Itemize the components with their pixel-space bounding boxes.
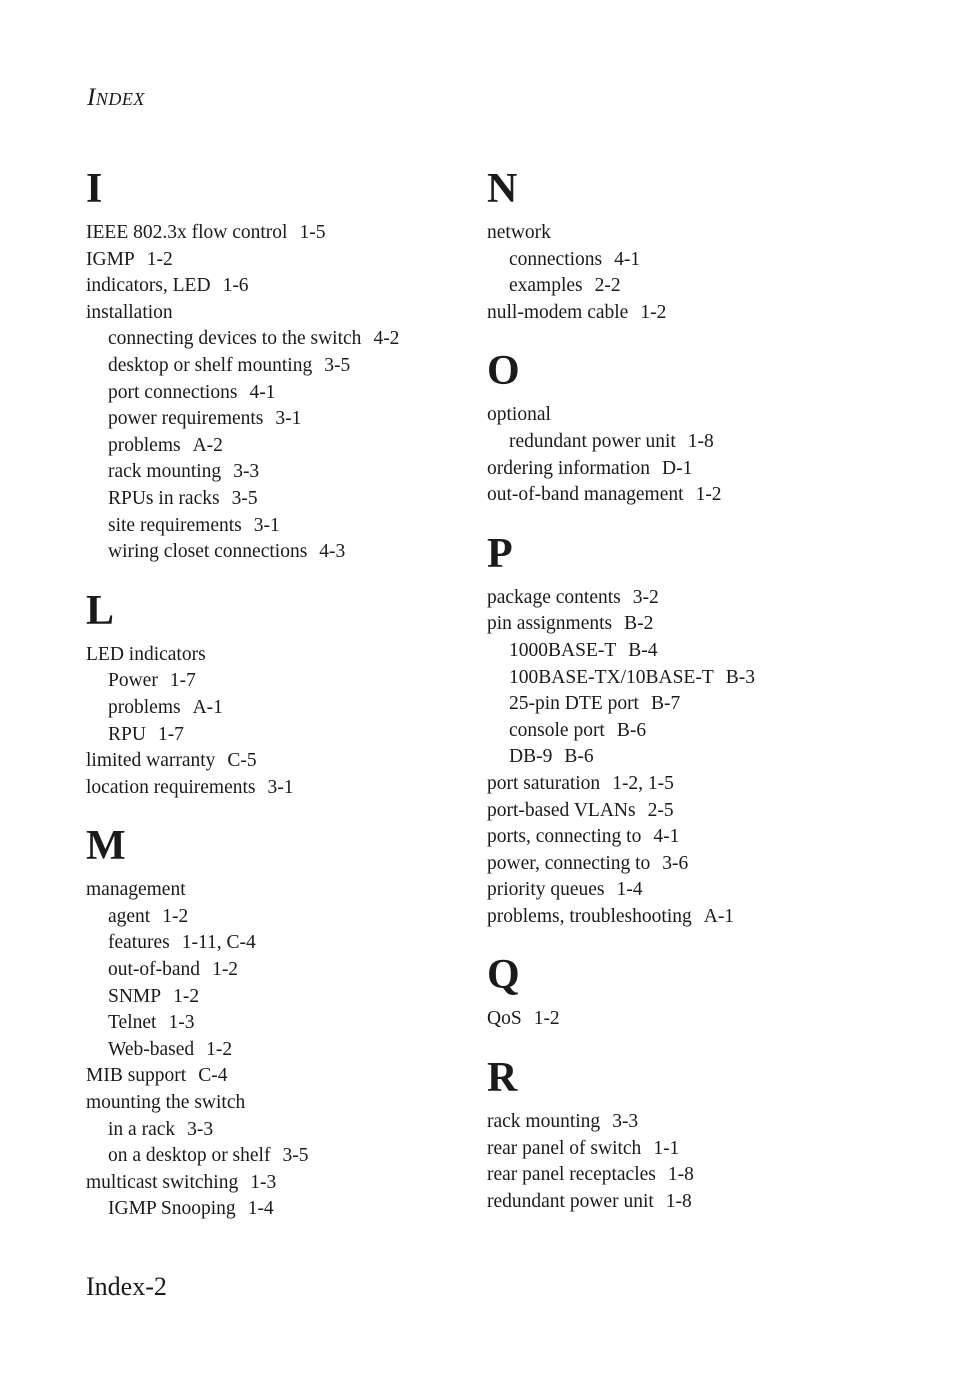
entry-term: location requirements	[86, 776, 256, 798]
index-entry	[487, 824, 907, 851]
entry-page-reference: 3-6	[662, 852, 689, 874]
entry-term: IEEE 802.3x flow control	[86, 222, 288, 243]
entry-term: multicast switching	[86, 1171, 239, 1193]
entry-page-reference: B-6	[616, 719, 647, 741]
entry-page-reference: 3-1	[253, 514, 280, 536]
entry-term: rear panel of switch	[487, 1137, 642, 1159]
entry-term: examples	[509, 275, 583, 297]
entry-term: DB-9	[509, 746, 553, 768]
entry-page-reference: 4-2	[373, 328, 400, 350]
index-entry	[86, 273, 506, 300]
entry-term: package contents	[487, 586, 621, 608]
entry-page-reference: 3-5	[282, 1145, 309, 1167]
entry-page-reference: 3-5	[231, 487, 258, 509]
index-subentry	[487, 691, 907, 718]
index-subentry	[86, 1037, 506, 1064]
entry-term: RPU	[108, 723, 146, 745]
entry-term: wiring closet connections	[108, 541, 308, 563]
entry-term: Web-based	[108, 1038, 195, 1060]
index-subentry	[86, 513, 506, 540]
index-entry	[487, 611, 907, 638]
entry-term: connecting devices to the switch	[108, 328, 362, 350]
entry-page-reference: 1-4	[247, 1198, 274, 1220]
entry-term: site requirements	[108, 514, 242, 536]
entry-page-reference: 1-7	[169, 670, 196, 692]
entry-page-reference: 3-3	[233, 461, 260, 483]
entry-page-reference: 4-3	[319, 541, 346, 563]
index-entry	[487, 1006, 907, 1033]
index-subentry	[86, 353, 506, 380]
entry-term: indicators, LED	[86, 275, 211, 297]
entry-term: null-modem cable	[487, 301, 629, 323]
index-subentry	[86, 459, 506, 486]
entry-term: network	[487, 222, 551, 243]
index-subentry	[86, 668, 506, 695]
index-subentry	[86, 722, 506, 749]
entry-term: SNMP	[108, 985, 162, 1007]
entry-term: 1000BASE-T	[509, 639, 617, 661]
entry-term: management	[86, 879, 186, 901]
entry-term: IGMP	[86, 248, 135, 270]
index-entry	[86, 1063, 506, 1090]
entry-term: QoS	[487, 1008, 522, 1030]
entry-page-reference: 1-8	[667, 1164, 694, 1186]
index-section-q	[487, 952, 907, 1033]
entry-term: rack mounting	[108, 461, 222, 483]
entry-page-reference: A-2	[192, 434, 223, 456]
entry-page-reference: 1-7	[157, 723, 184, 745]
section-letter-heading: I	[86, 166, 103, 212]
section-letter-heading: L	[86, 587, 115, 634]
entry-term: agent	[108, 905, 151, 927]
index-entry	[487, 402, 907, 429]
entry-page-reference: B-4	[628, 639, 658, 661]
index-subentry	[86, 1117, 506, 1144]
entry-term: IGMP Snooping	[108, 1198, 236, 1220]
entry-page-reference: 1-2	[162, 905, 189, 927]
index-section-m	[86, 823, 506, 1223]
index-subentry	[86, 406, 506, 433]
entry-term: Power	[108, 670, 158, 692]
entry-term: port-based VLANs	[487, 799, 636, 821]
entry-term: priority queues	[487, 879, 605, 901]
index-entry	[86, 247, 506, 274]
entry-page-reference: 1-2	[533, 1008, 560, 1030]
entry-page-reference: 4-1	[653, 826, 680, 848]
index-entry	[487, 1136, 907, 1163]
entry-page-reference: 1-8	[665, 1190, 692, 1212]
entry-page-reference: 1-2	[146, 248, 173, 270]
entry-term: MIB support	[86, 1065, 187, 1087]
index-subentry	[86, 984, 506, 1011]
entry-page-reference: C-4	[198, 1065, 228, 1087]
entry-page-reference: 1-2	[640, 301, 667, 323]
index-subentry	[86, 957, 506, 984]
entry-page-reference: 2-5	[647, 799, 674, 821]
entry-term: redundant power unit	[487, 1190, 654, 1212]
entry-page-reference: B-6	[564, 746, 594, 768]
index-entry	[487, 300, 907, 327]
index-entry	[86, 300, 506, 327]
index-entry	[86, 642, 506, 669]
entry-page-reference: 1-2	[173, 985, 200, 1007]
index-section-o	[487, 348, 907, 508]
entry-page-reference: A-1	[192, 696, 223, 718]
entry-page-reference: 1-3	[168, 1012, 195, 1034]
index-subentry	[86, 1010, 506, 1037]
entry-term: ports, connecting to	[487, 826, 642, 848]
index-entry	[487, 456, 907, 483]
index-entry	[487, 851, 907, 878]
entry-term: mounting the switch	[86, 1092, 246, 1114]
entry-term: out-of-band	[108, 959, 201, 981]
entry-term: 25-pin DTE port	[509, 693, 639, 715]
entry-term: problems	[108, 696, 181, 718]
entry-page-reference: 1-2, 1-5	[612, 772, 674, 794]
entry-term: ordering information	[487, 457, 650, 479]
entry-term: limited warranty	[86, 750, 216, 772]
index-section-i	[86, 166, 506, 566]
index-entry	[86, 220, 506, 247]
index-entry	[487, 1162, 907, 1189]
entry-page-reference: 3-3	[612, 1111, 639, 1133]
entry-page-reference: 3-5	[324, 354, 351, 376]
index-subentry	[86, 930, 506, 957]
entry-term: redundant power unit	[509, 430, 676, 452]
section-letter-heading: M	[86, 823, 126, 870]
entry-term: RPUs in racks	[108, 487, 220, 509]
index-subentry	[86, 695, 506, 722]
index-section-l	[86, 588, 506, 802]
entry-page-reference: 4-1	[614, 248, 641, 270]
index-subentry	[487, 247, 907, 274]
running-header	[87, 84, 145, 112]
index-entry	[487, 482, 907, 509]
index-entry	[86, 1090, 506, 1117]
entry-term: installation	[86, 301, 173, 323]
entry-term: port connections	[108, 381, 238, 403]
index-entry	[86, 877, 506, 904]
running-header-initial: I	[87, 84, 96, 111]
index-entry	[487, 585, 907, 612]
entry-page-reference: 3-1	[267, 776, 294, 798]
page-number-footer: Index-2	[86, 1272, 167, 1301]
index-subentry	[487, 665, 907, 692]
index-entry	[86, 1170, 506, 1197]
entry-page-reference: 1-6	[222, 275, 249, 297]
entry-page-reference: 1-5	[299, 222, 326, 243]
running-header-rest: NDEX	[95, 89, 145, 109]
entry-term: Telnet	[108, 1012, 157, 1034]
index-subentry	[86, 1143, 506, 1170]
index-subentry	[86, 380, 506, 407]
index-subentry	[487, 718, 907, 745]
entry-page-reference: 1-8	[687, 430, 714, 452]
entry-page-reference: B-7	[650, 693, 681, 715]
entry-page-reference: 1-1	[653, 1137, 680, 1159]
index-column-left	[86, 166, 506, 1223]
index-entry	[487, 877, 907, 904]
index-entry	[487, 220, 907, 247]
index-section-n	[487, 166, 907, 326]
section-letter-heading: R	[487, 1055, 518, 1102]
entry-term: rack mounting	[487, 1111, 601, 1133]
entry-term: desktop or shelf mounting	[108, 354, 313, 376]
index-subentry	[487, 638, 907, 665]
index-subentry	[86, 326, 506, 353]
entry-term: features	[108, 932, 170, 954]
entry-page-reference: 2-2	[594, 275, 621, 297]
entry-term: LED indicators	[86, 643, 206, 665]
entry-term: optional	[487, 404, 551, 426]
entry-term: power requirements	[108, 408, 264, 430]
section-letter-heading: P	[487, 530, 513, 577]
entry-term: console port	[509, 719, 605, 741]
entry-page-reference: 3-2	[632, 586, 659, 608]
index-subentry	[86, 1196, 506, 1223]
index-entry	[86, 775, 506, 802]
section-letter-heading: N	[487, 166, 518, 212]
index-section-r	[487, 1055, 907, 1215]
entry-page-reference: 4-1	[249, 381, 276, 403]
entry-term: pin assignments	[487, 613, 613, 635]
index-subentry	[487, 429, 907, 456]
index-subentry	[86, 433, 506, 460]
index-entry	[487, 1189, 907, 1216]
index-entry	[86, 748, 506, 775]
entry-page-reference: 1-2	[212, 959, 239, 981]
entry-term: port saturation	[487, 772, 601, 794]
index-subentry	[487, 744, 907, 771]
entry-page-reference: 1-2	[695, 484, 722, 506]
index-entry	[487, 904, 907, 931]
index-section-p	[487, 531, 907, 931]
entry-page-reference: 1-3	[250, 1171, 277, 1193]
section-letter-heading: O	[487, 348, 520, 395]
section-letter-heading: Q	[487, 952, 520, 999]
index-subentry	[487, 273, 907, 300]
entry-page-reference: 3-3	[187, 1118, 214, 1140]
entry-page-reference: 3-1	[275, 408, 302, 430]
index-subentry	[86, 539, 506, 566]
entry-page-reference: 1-2	[206, 1038, 233, 1060]
index-entry	[487, 798, 907, 825]
entry-term: problems, troubleshooting	[487, 905, 692, 927]
index-entry	[487, 1109, 907, 1136]
entry-term: problems	[108, 434, 181, 456]
entry-term: on a desktop or shelf	[108, 1145, 271, 1167]
index-entry	[487, 771, 907, 798]
entry-page-reference: A-1	[703, 905, 735, 927]
index-column-right	[487, 166, 907, 1215]
entry-term: rear panel receptacles	[487, 1164, 656, 1186]
entry-term: 100BASE-TX/10BASE-T	[509, 666, 714, 688]
entry-term: in a rack	[108, 1118, 176, 1140]
entry-page-reference: B-2	[624, 613, 654, 635]
entry-term: power, connecting to	[487, 852, 651, 874]
entry-term: connections	[509, 248, 603, 270]
index-subentry	[86, 486, 506, 513]
entry-page-reference: C-5	[227, 750, 257, 772]
entry-page-reference: 1-4	[616, 879, 643, 901]
index-subentry	[86, 904, 506, 931]
entry-term: out-of-band management	[487, 484, 684, 506]
entry-page-reference: 1-11, C-4	[181, 932, 256, 954]
entry-page-reference: B-3	[725, 666, 755, 688]
entry-page-reference: D-1	[662, 457, 693, 479]
